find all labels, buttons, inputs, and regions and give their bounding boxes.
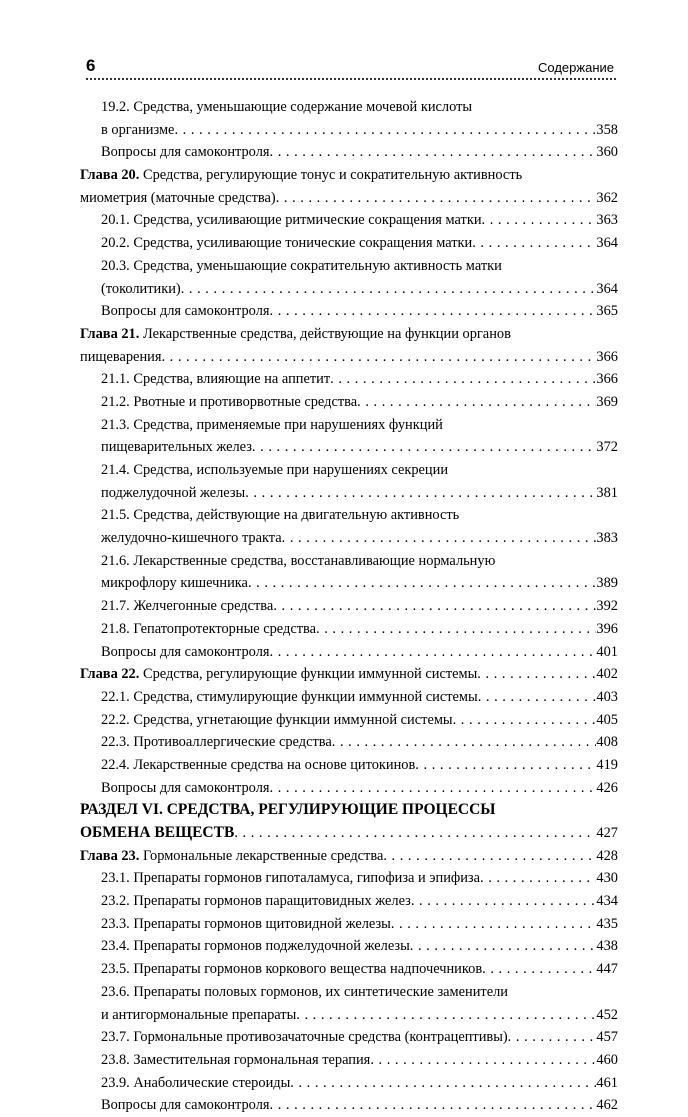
toc-line <box>80 482 618 505</box>
toc-entry-title: 23.5. Препараты гормонов коркового вещества надпочечников <box>101 961 483 978</box>
toc-page-number: 419 <box>596 756 618 773</box>
toc-entry-title: 21.4. Средства, используемые при нарушениях секреции <box>101 462 449 478</box>
dot-leader <box>282 527 597 550</box>
toc-line <box>80 504 618 527</box>
toc-page-number: 408 <box>596 734 618 751</box>
toc-entry-title: Средства, регулирующие тонус и сократительную активность <box>142 167 523 184</box>
toc-line <box>80 232 618 255</box>
toc-page-number: 381 <box>596 484 618 501</box>
toc-entry-text <box>101 527 282 550</box>
page-number: 6 <box>86 56 96 75</box>
toc-entry-text <box>101 981 508 1004</box>
toc-line <box>80 845 618 868</box>
toc-entry-title: миометрия (маточные средства) <box>80 189 276 206</box>
dot-leader <box>411 890 597 913</box>
toc-entry-text <box>101 550 495 573</box>
toc-line <box>80 1094 618 1117</box>
toc-page-number: 383 <box>596 530 618 547</box>
toc-line <box>80 96 618 119</box>
toc-entry-text <box>101 731 332 754</box>
toc-chapter-entry[interactable] <box>80 845 618 868</box>
toc-entry-title: Вопросы для самоконтроля <box>101 144 270 161</box>
dot-leader <box>276 187 597 210</box>
toc-entry-title: и антигормональные препараты <box>101 1006 297 1023</box>
toc-page-number: 401 <box>596 643 618 660</box>
toc-line <box>80 1026 618 1049</box>
dot-leader <box>252 436 596 459</box>
toc-line <box>80 731 618 754</box>
toc-entry-title: 20.1. Средства, усиливающие ритмические сокращения матки <box>101 212 482 229</box>
toc-entry-title: в организме <box>101 121 175 138</box>
toc-section-entry[interactable] <box>80 209 618 232</box>
toc-line <box>80 436 618 459</box>
toc-section-entry[interactable] <box>80 709 618 732</box>
toc-entry-text <box>80 187 276 210</box>
toc-entry-title: 21.2. Рвотные и противорвотные средства <box>101 393 358 410</box>
toc-entry-title: 23.3. Препараты гормонов щитовидной железы <box>101 915 391 932</box>
dot-leader <box>245 482 596 505</box>
toc-page-number: 435 <box>596 915 618 932</box>
toc-line <box>80 709 618 732</box>
toc-section-entry[interactable] <box>80 1094 618 1117</box>
toc-section-entry[interactable] <box>80 1072 618 1095</box>
toc-line <box>80 550 618 573</box>
toc-section-entry[interactable] <box>80 414 618 459</box>
toc-section-entry[interactable] <box>80 504 618 549</box>
toc-page-number: 438 <box>596 938 618 955</box>
toc-page-number: 364 <box>596 280 618 297</box>
toc-line <box>80 368 618 391</box>
toc-line <box>80 278 618 301</box>
toc-line <box>80 346 618 369</box>
toc-chapter-entry[interactable] <box>80 323 618 368</box>
toc-line <box>80 799 618 822</box>
toc-entry-title: Средства, регулирующие функции иммунной системы <box>142 666 478 683</box>
toc-section-entry[interactable] <box>80 981 618 1026</box>
dot-leader <box>482 209 597 232</box>
dot-leader <box>270 777 597 800</box>
toc-page-number: 462 <box>596 1097 618 1114</box>
toc-line <box>80 323 618 346</box>
dot-leader <box>290 1072 596 1095</box>
toc-line <box>80 822 618 845</box>
toc-line <box>80 663 618 686</box>
toc-page-number: 460 <box>596 1051 618 1068</box>
dot-leader <box>478 686 597 709</box>
toc-entry-text <box>80 346 161 369</box>
toc-entry-text <box>101 754 415 777</box>
toc-section-entry[interactable] <box>80 550 618 595</box>
toc-line <box>80 981 618 1004</box>
dot-leader <box>270 300 597 323</box>
dot-leader <box>480 867 596 890</box>
toc-page-number: 360 <box>596 144 618 161</box>
toc-section-entry[interactable] <box>80 459 618 504</box>
toc-entry-text <box>80 822 234 845</box>
dot-leader <box>234 822 596 845</box>
toc-line <box>80 119 618 142</box>
toc-section-entry[interactable] <box>80 391 618 414</box>
toc-entry-title: 20.2. Средства, усиливающие тонические сокращения матки <box>101 235 473 252</box>
toc-entry-text <box>101 368 330 391</box>
dot-leader <box>415 754 596 777</box>
dot-leader <box>508 1026 597 1049</box>
toc-page-number: 402 <box>596 666 618 683</box>
toc-line <box>80 913 618 936</box>
dot-leader <box>391 913 597 936</box>
toc-entry-title: Вопросы для самоконтроля <box>101 643 270 660</box>
toc-page-number: 366 <box>596 371 618 388</box>
toc-entry-title: Вопросы для самоконтроля <box>101 303 270 320</box>
toc-entry-text <box>101 867 480 890</box>
toc-section-entry[interactable] <box>80 300 618 323</box>
toc-entry-text <box>101 141 270 164</box>
toc-section-entry[interactable] <box>80 255 618 300</box>
toc-page-number: 430 <box>596 870 618 887</box>
toc-line <box>80 777 618 800</box>
toc-line <box>80 686 618 709</box>
toc-section-entry[interactable] <box>80 754 618 777</box>
dot-leader <box>357 391 596 414</box>
toc-entry-title: 21.1. Средства, влияющие на аппетит <box>101 371 331 388</box>
toc-line <box>80 754 618 777</box>
toc-entry-title: 22.3. Противоаллергические средства <box>101 734 332 751</box>
toc-entry-text <box>101 209 482 232</box>
toc-line <box>80 935 618 958</box>
toc-entry-text <box>101 686 478 709</box>
dot-leader <box>482 958 596 981</box>
toc-entry-text <box>101 1026 508 1049</box>
toc-line <box>80 595 618 618</box>
toc-entry-title: 21.7. Желчегонные средства <box>101 598 274 615</box>
toc-entry-text <box>101 595 273 618</box>
toc-entry-text <box>101 255 502 278</box>
toc-page-number: 405 <box>596 711 618 728</box>
toc-entry-title: желудочно-кишечного тракта <box>101 530 282 547</box>
toc-entry-text <box>101 414 443 437</box>
toc-section-entry[interactable] <box>80 867 618 890</box>
toc-entry-title: 23.4. Препараты гормонов поджелудочной железы <box>101 938 410 955</box>
toc-section-entry[interactable] <box>80 141 618 164</box>
dot-leader <box>410 935 597 958</box>
toc-line <box>80 414 618 437</box>
toc-entry-text <box>101 300 270 323</box>
dot-leader <box>383 845 596 868</box>
toc-entry-text <box>101 391 357 414</box>
dot-leader <box>477 663 596 686</box>
toc-page-number: 403 <box>596 688 618 705</box>
toc-entry-title: микрофлору кишечника <box>101 575 248 592</box>
dot-leader <box>332 731 597 754</box>
dot-leader <box>296 1004 596 1027</box>
toc-section-entry[interactable] <box>80 913 618 936</box>
toc-entry-text <box>101 96 472 119</box>
toc-entry-title: 19.2. Средства, уменьшающие содержание мочевой кислоты <box>101 99 473 115</box>
table-of-contents <box>80 96 618 1117</box>
toc-entry-title: 21.6. Лекарственные средства, восстанавливающие нормальную <box>101 552 496 569</box>
toc-line <box>80 187 618 210</box>
toc-entry-title: 22.4. Лекарственные средства на основе цитокинов <box>101 756 416 773</box>
toc-entry-text <box>101 572 248 595</box>
toc-entry-text <box>101 913 391 936</box>
toc-entry-title: 23.9. Анаболические стероиды <box>101 1074 291 1091</box>
toc-section-entry[interactable] <box>80 368 618 391</box>
toc-entry-text <box>101 436 252 459</box>
toc-section-entry[interactable] <box>80 890 618 913</box>
toc-entry-title: Вопросы для самоконтроля <box>101 1097 270 1114</box>
toc-line <box>80 1004 618 1027</box>
chapter-label: Глава 23. <box>80 847 140 864</box>
toc-line <box>80 1049 618 1072</box>
toc-entry-title: 23.8. Заместительная гормональная терапия <box>101 1051 371 1068</box>
toc-line <box>80 300 618 323</box>
toc-entry-title: Гормональные лекарственные средства <box>142 847 384 864</box>
toc-entry-text <box>101 618 316 641</box>
toc-entry-text <box>101 1049 370 1072</box>
toc-page-number: 366 <box>596 348 618 365</box>
toc-entry-title: 23.1. Препараты гормонов гипоталамуса, гипофиза и эпифиза <box>101 870 480 887</box>
dot-leader <box>181 278 597 301</box>
toc-entry-text <box>101 1094 270 1117</box>
toc-entry-text <box>101 1072 290 1095</box>
chapter-label: Глава 21. <box>80 325 140 342</box>
dot-leader <box>270 141 597 164</box>
toc-entry-text <box>101 1004 296 1027</box>
toc-entry-text <box>80 164 522 187</box>
toc-page-number: 362 <box>596 189 618 206</box>
toc-entry-text <box>101 459 448 482</box>
toc-entry-title: 20.3. Средства, уменьшающие сократительную активность матки <box>101 257 502 274</box>
toc-chapter-entry[interactable] <box>80 663 618 686</box>
toc-entry-title: Вопросы для самоконтроля <box>101 779 270 796</box>
toc-line <box>80 867 618 890</box>
toc-page-number: 457 <box>596 1029 618 1046</box>
toc-line <box>80 641 618 664</box>
toc-line <box>80 890 618 913</box>
toc-section-entry[interactable] <box>80 958 618 981</box>
toc-entry-text <box>101 641 270 664</box>
toc-entry-text <box>101 890 411 913</box>
dot-leader <box>316 618 596 641</box>
dot-leader <box>330 368 596 391</box>
toc-line <box>80 618 618 641</box>
toc-entry-title: Лекарственные средства, действующие на функции органов <box>142 325 511 342</box>
toc-entry-text <box>80 845 383 868</box>
toc-entry-text <box>101 709 453 732</box>
toc-entry-title: поджелудочной железы <box>101 484 246 501</box>
toc-page-number: 363 <box>596 212 618 229</box>
toc-entry-title: пищеварительных желез <box>101 439 252 456</box>
toc-entry-text <box>101 777 270 800</box>
toc-page-number: 364 <box>596 235 618 252</box>
toc-page-number: 369 <box>596 393 618 410</box>
toc-section-entry[interactable] <box>80 1026 618 1049</box>
dot-leader <box>161 346 596 369</box>
toc-line <box>80 958 618 981</box>
chapter-label: Глава 20. <box>80 167 140 184</box>
dot-leader <box>472 232 596 255</box>
toc-entry-title: 23.2. Препараты гормонов паращитовидных желез <box>101 893 411 910</box>
toc-page-number: 461 <box>596 1074 618 1091</box>
toc-entry-text <box>101 278 181 301</box>
toc-entry-text <box>101 119 174 142</box>
toc-section-entry[interactable] <box>80 618 618 641</box>
toc-section-entry[interactable] <box>80 641 618 664</box>
toc-section-entry[interactable] <box>80 935 618 958</box>
chapter-label: Глава 22. <box>80 666 140 683</box>
toc-entry-text <box>101 935 410 958</box>
toc-line <box>80 141 618 164</box>
toc-section-entry[interactable] <box>80 686 618 709</box>
toc-page-number: 452 <box>596 1006 618 1023</box>
toc-section-entry[interactable] <box>80 232 618 255</box>
dot-leader <box>273 595 596 618</box>
toc-page-number: 396 <box>596 620 618 637</box>
toc-page-number: 447 <box>596 961 618 978</box>
dot-leader <box>174 119 596 142</box>
toc-page-number: 372 <box>596 439 618 456</box>
toc-entry-title: 22.1. Средства, стимулирующие функции иммунной системы <box>101 688 478 705</box>
header-dotted-rule <box>86 78 616 80</box>
toc-line <box>80 459 618 482</box>
dot-leader <box>270 1094 597 1117</box>
toc-page-number: 426 <box>596 779 618 796</box>
toc-entry-title: 22.2. Средства, угнетающие функции иммунной системы <box>101 711 453 728</box>
toc-entry-text <box>80 799 496 822</box>
toc-line <box>80 255 618 278</box>
toc-line <box>80 209 618 232</box>
toc-section-entry[interactable] <box>80 731 618 754</box>
toc-line <box>80 1072 618 1095</box>
toc-chapter-entry[interactable] <box>80 164 618 209</box>
toc-section-entry[interactable] <box>80 777 618 800</box>
toc-entry-title: пищеварения <box>80 348 162 365</box>
toc-entry-text <box>101 958 482 981</box>
toc-page-number: 365 <box>596 303 618 320</box>
dot-leader <box>248 572 596 595</box>
toc-line <box>80 164 618 187</box>
toc-section-entry[interactable] <box>80 595 618 618</box>
toc-entry-text <box>101 482 245 505</box>
toc-page-number: 428 <box>596 847 618 864</box>
toc-entry-title: 23.7. Гормональные противозачаточные средства (контрацептивы) <box>101 1029 508 1046</box>
dot-leader <box>270 641 597 664</box>
toc-page-number: 434 <box>596 893 618 910</box>
toc-entry-text <box>80 663 477 686</box>
toc-entry-title: ОБМЕНА ВЕЩЕСТВ <box>80 824 235 841</box>
toc-line <box>80 391 618 414</box>
toc-entry-text <box>101 504 459 527</box>
toc-entry-title: 23.6. Препараты половых гормонов, их синтетические заменители <box>101 983 508 1000</box>
toc-page-number: 358 <box>596 121 618 138</box>
dot-leader <box>370 1049 596 1072</box>
toc-page-number: 389 <box>596 575 618 592</box>
toc-section-entry[interactable] <box>80 96 618 141</box>
running-header-title: Содержание <box>538 60 614 75</box>
toc-entry-title: 21.5. Средства, действующие на двигательную активность <box>101 507 460 524</box>
toc-entry-title: 21.8. Гепатопротекторные средства <box>101 620 316 637</box>
toc-entry-text <box>80 323 511 346</box>
toc-entry-title: 21.3. Средства, применяемые при нарушениях функций <box>101 416 443 433</box>
toc-line <box>80 572 618 595</box>
toc-page-number: 427 <box>596 825 618 841</box>
toc-part-entry[interactable] <box>80 799 618 844</box>
toc-entry-title: РАЗДЕЛ VI. СРЕДСТВА, РЕГУЛИРУЮЩИЕ ПРОЦЕССЫ <box>80 801 496 819</box>
toc-entry-title: (токолитики) <box>101 280 181 297</box>
dot-leader <box>453 709 597 732</box>
toc-line <box>80 527 618 550</box>
toc-page-number: 392 <box>596 598 618 615</box>
toc-section-entry[interactable] <box>80 1049 618 1072</box>
toc-entry-text <box>101 232 472 255</box>
